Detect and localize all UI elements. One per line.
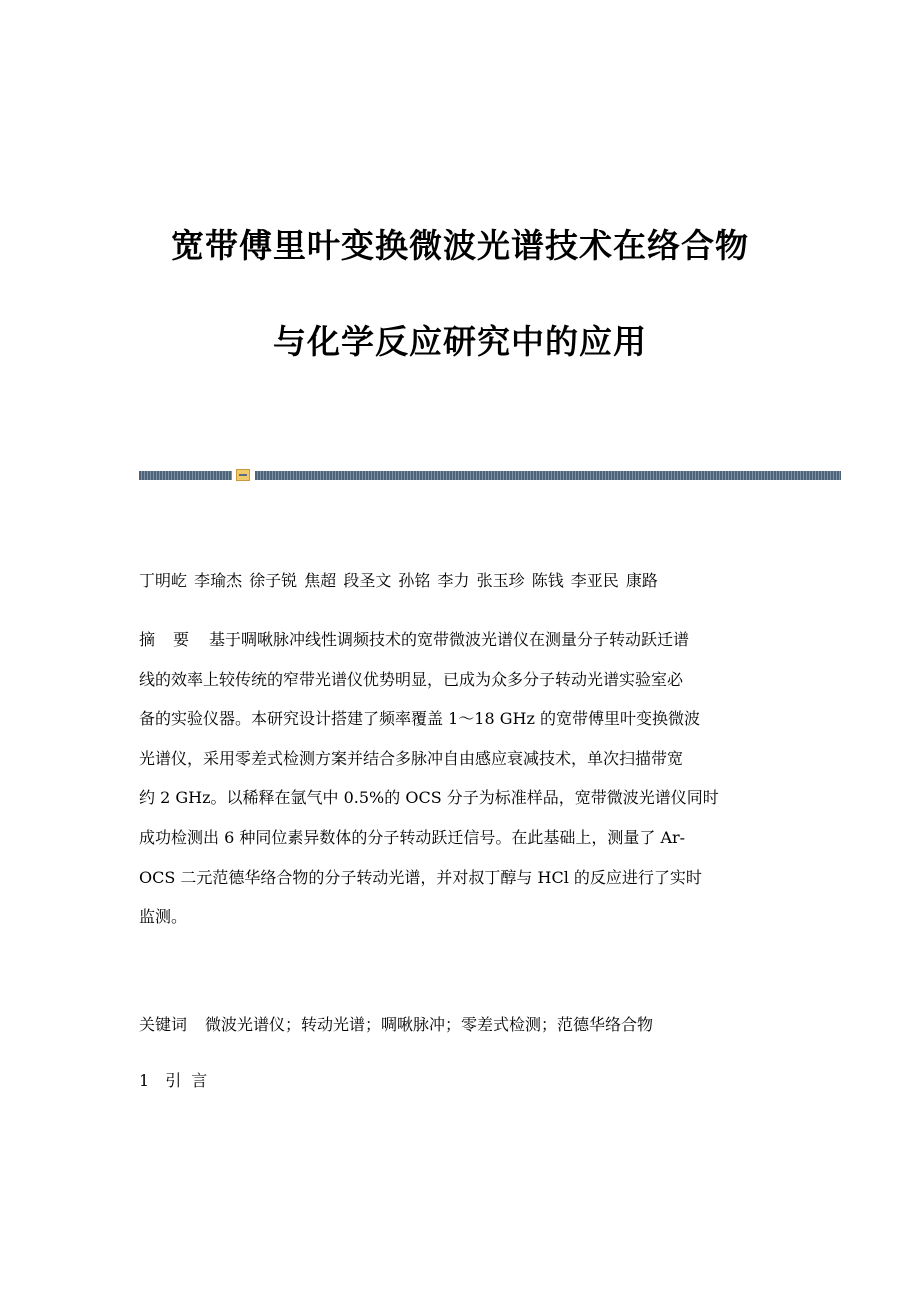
abstract-text-line: 基于啁啾脉冲线性调频技术的宽带微波光谱仪在测量分子转动跃迁谱 [209, 630, 690, 649]
section-heading [139, 1068, 217, 1091]
decorative-divider [139, 471, 841, 480]
keywords [139, 1012, 653, 1035]
divider-bar-right [255, 471, 841, 480]
abstract-line-1 [139, 620, 769, 660]
abstract-text-line: OCS 二元范德华络合物的分子转动光谱，并对叔丁醇与 HCl 的反应进行了实时 [139, 867, 702, 887]
divider-bar-left [139, 471, 232, 480]
section-number: 1 [139, 1071, 150, 1090]
abstract-label: 摘要 [139, 630, 208, 649]
keywords-label: 关键词 [139, 1015, 188, 1034]
abstract-text-line: 光谱仪，采用零差式检测方案并结合多脉冲自由感应衰减技术，单次扫描带宽 [139, 748, 684, 768]
abstract-text-line: 监测。 [139, 907, 188, 927]
abstract [139, 620, 769, 937]
abstract-text-line: 约 2 GHz。以稀释在氩气中 0.5%的 OCS 分子为标准样品，宽带微波光谱仪同时 [139, 788, 719, 808]
abstract-text-line: 线的效率上较传统的窄带光谱仪优势明显，已成为众多分子转动光谱实验室必 [139, 669, 684, 689]
abstract-text-line: 成功检测出 6 种同位素异数体的分子转动跃迁信号。在此基础上，测量了 Ar- [139, 827, 686, 847]
document-title-line-1: 宽带傅里叶变换微波光谱技术在络合物 [171, 226, 749, 265]
abstract-text-line: 备的实验仪器。本研究设计搭建了频率覆盖 1～18 GHz 的宽带傅里叶变换微波 [139, 709, 700, 729]
divider-ornament-icon [236, 469, 250, 481]
section-title: 引言 [165, 1071, 218, 1090]
author-list: 丁明屹 李瑜杰 徐子锐 焦超 段圣文 孙铭 李力 张玉珍 陈钱 李亚民 康路 [139, 571, 658, 590]
document-title-line-2: 与化学反应研究中的应用 [273, 322, 647, 361]
keywords-text: 微波光谱仪；转动光谱；啁啾脉冲；零差式检测；范德华络合物 [205, 1015, 654, 1034]
